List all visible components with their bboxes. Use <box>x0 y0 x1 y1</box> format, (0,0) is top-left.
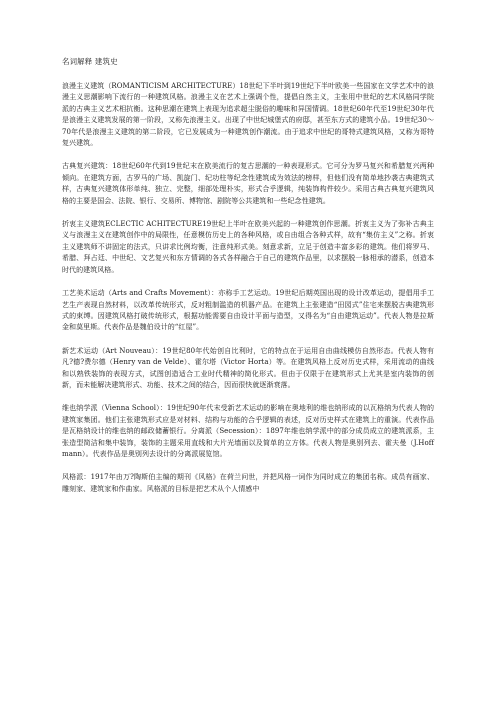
paragraph-de-stijl: 风格派：1917年由万?陶斯伯主编的期刊《风格》在荷兰问世，并把风格一词作为同时成立的集团名称。成员有画家、雕刻家、建筑家和作曲家。风格派的目标是把艺术从个人情感中 <box>62 473 434 493</box>
paragraph-romanticism: 浪漫主义建筑（ROMANTICISM ARCHITECTURE）18世纪下半叶到19世纪下半叶欧美一些国家在文学艺术中的浪漫主义思潮影响下流行的一种建筑风格。浪漫主义在艺术上强调个性，提倡自然主义，主张用中世纪的艺术风格同学院派的古典主义艺术相抗衡。这种思潮在建筑上表现为追求超尘脱俗的趣味和异国情调。18世纪60年代至19世纪30年代是浪漫主义建筑发展的第一阶段，又称先浪漫主义。出现了中世纪城堡式的府邸，甚至东方式的建筑小品。19世纪30～70年代是浪漫主义建筑的第二阶段，它已发展成为一种建筑创作潮流。由于追求中世纪的哥特式建筑风格，又称为哥特复兴建筑。 <box>62 82 434 148</box>
paragraph-eclecticism: 折衷主义建筑ECLECTIC ACHITECTURE19世纪上半叶在欧美兴起的一种建筑创作思潮。折衷主义为了弥补古典主义与浪漫主义在建筑创作中的局限性，任意模仿历史上的各种风格，或自由组合各种式样，故有“集仿主义”之称。折衷主义建筑师不讲固定的法式，只讲求比例均衡，注意纯形式美。刻意求新，立足于创造丰富多彩的建筑。他们将罗马、希腊、拜占廷、中世纪、文艺复兴和东方情调的各式各样融合于自己的建筑作品里，以求摆脱一脉相承的潜系，创造本时代的建筑风格。 <box>62 220 434 274</box>
paragraph-classical-revival: 古典复兴建筑：18世纪60年代到19世纪末在欧美流行的复古思潮的一种表现形式。它可分为罗马复兴和希腊复兴两种倾向。在建筑方面，古罗马的广场、凯旋门、纪功柱等纪念性建筑成为效法的榜样，但他们没有简单地抄袭古典建筑式样，古典复兴建筑体形单纯、独立、完整，细部处理朴实，形式合乎逻辑，纯装饰构件较少。采用古典古典复兴建筑风格的主要是国会、法院、银行、交易所、博物馆、剧院等公共建筑和一些纪念性建筑。 <box>62 162 434 205</box>
paragraph-vienna-school: 维也纳学派（Vienna School）：19世纪90年代末受新艺术运动的影响在奥地利的维也纳形成的以瓦格纳为代表人物的建筑家集团。他们主张建筑形式应是对材料、结构与功能的合乎逻辑的表述，反对历史样式在建筑上的重演。代表作品是瓦格纳设计的维也纳的邮政储蓄银行。分离派（Secession）：1897年维也纳学派中的部分成员成立的建筑派系，主张造型简洁和集中装饰，装饰的主题采用直线和大片光墙面以及简单的立方体。代表人物是奥别列去、霍夫曼（J.Hoffmann）。代表作品是奥别列去设计的分离派展览馆。 <box>62 404 434 458</box>
paragraph-arts-and-crafts: 工艺美术运动（Arts and Crafts Movement）：亦称手工艺运动。19世纪后期英国出现的设计改革运动，提倡用手工艺生产表现自然材料，以改革传统形式，反对粗制滥造的机器产品。在建筑上主张建造“田园式”住宅来摆脱古典建筑形式的束缚。因建筑风格打破传统形式，根据功能需要自由设计平面与造型，又得名为“自由建筑运动”。代表人物是拉斯金和莫里斯。代表作品是魏伯设计的“红屋”。 <box>62 289 434 332</box>
paragraph-art-nouveau: 新艺术运动（Art Nouveau）：19世纪80年代始创自比利时，它的特点在于运用自由曲线模仿自然形态。代表人物有凡?德?费尔德（Henry van de Velde）、霍尔塔（Victor Horta）等。在建筑风格上反对历史式样，采用流动的曲线和以熟铁装饰的表现方式，试图创造适合工业时代精神的简化形式。但由于仅限于在建筑形式上尤其是室内装饰的创新，而未能解决建筑形式、功能、技术之间的结合，因而很快就逐渐衰落。 <box>62 346 434 389</box>
document-page <box>62 56 434 495</box>
document-title: 名词解释 建筑史 <box>62 57 118 66</box>
